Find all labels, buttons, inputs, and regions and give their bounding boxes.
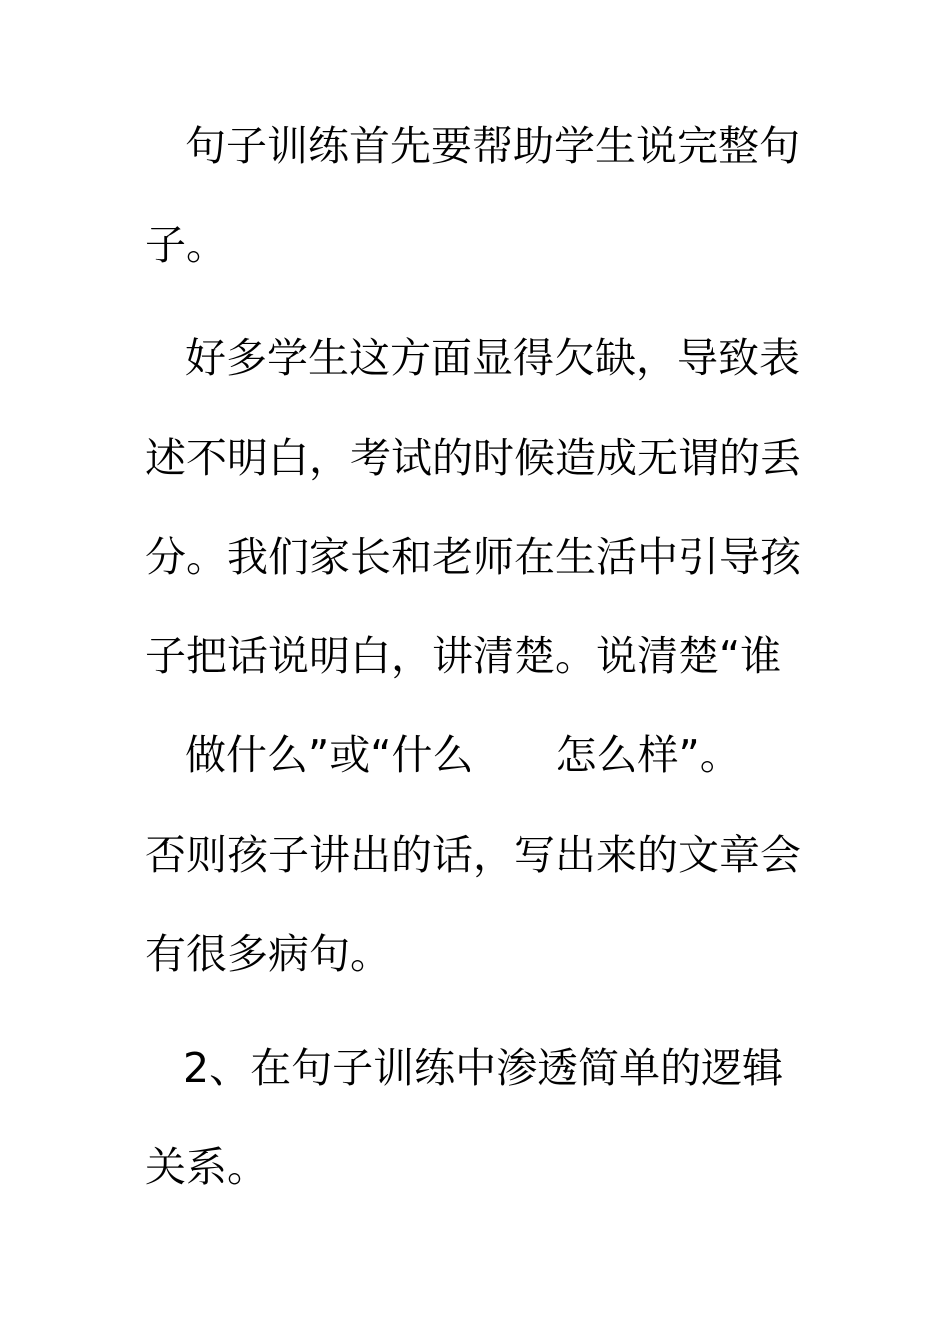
paragraph-2-line-7: 有很多病句。 [145,930,391,978]
paragraph-3-line-2: 关系。 [145,1143,268,1191]
paragraph-1-line-2: 子。 [145,221,227,269]
paragraph-2-line-3: 分。我们家长和老师在生活中引导孩 [145,533,801,581]
paragraph-2-line-2: 述不明白，考试的时候造成无谓的丢 [145,434,801,482]
paragraph-1-line-1: 句子训练首先要帮助学生说完整句 [185,122,800,170]
paragraph-3-line-1: 2、在句子训练中渗透简单的逻辑 [183,1044,784,1092]
paragraph-2-line-1: 好多学生这方面显得欠缺，导致表 [185,334,800,382]
paragraph-2-line-4: 子把话说明白，讲清楚。说清楚“谁 [145,632,782,680]
paragraph-2-line-5: 做什么”或“什么 怎么样”。 [185,731,741,779]
paragraph-2-line-6: 否则孩子讲出的话，写出来的文章会 [145,831,801,879]
